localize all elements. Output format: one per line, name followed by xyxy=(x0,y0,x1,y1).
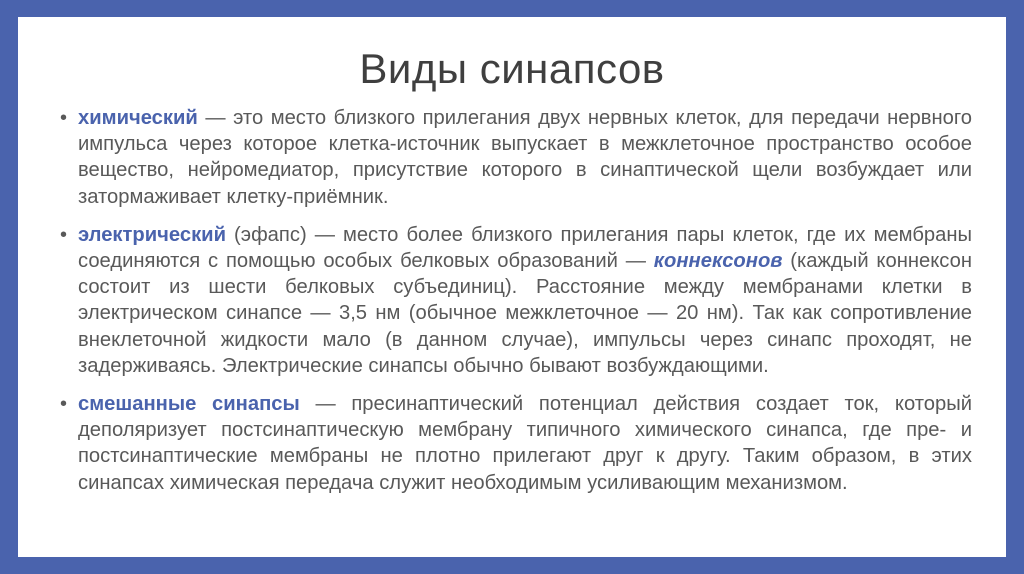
bullet-chemical xyxy=(60,105,972,210)
term-mixed: смешанные синапсы xyxy=(78,393,300,416)
definition-electrical-part1: (эфапс) — место более близкого прилегания пары клеток, где их мембраны соединяются с помощью особых белковых образований — xyxy=(78,223,972,273)
bullet-electrical xyxy=(60,222,972,379)
slide xyxy=(18,17,1006,557)
bullet-dot-icon: • xyxy=(60,223,68,246)
term-electrical: электрический xyxy=(78,223,226,246)
bullet-dot-icon: • xyxy=(60,393,68,416)
definition-electrical-part2: (каждый коннексон состоит из шести белковых субъединиц). Расстояние между мембранами клетки в электрическом синапсе — 3,5 нм (обычное межклеточное — 20 нм). Так как сопротивление внеклеточной жидкости мало (в данном случае), импульсы через синапс проходят, не задерживаясь. Электрические синапсы обычно бывают возбуждающими. xyxy=(78,250,972,377)
term-chemical: химический xyxy=(78,107,198,129)
definition-chemical: — это место близкого прилегания двух нервных клеток, для передачи нервного импульса через которое клетка-источник выпускает в межклеточное пространство особое вещество, нейромедиатор, присутствие которого в синаптической щели возбуждает или затормаживает клетку-приёмник. xyxy=(78,107,972,208)
slide-title: Виды синапсов xyxy=(359,45,665,92)
term-connexons: коннексонов xyxy=(653,250,783,273)
bullet-mixed xyxy=(60,391,972,496)
bullet-dot-icon: • xyxy=(60,107,68,129)
definition-mixed: — пресинаптический потенциал действия создает ток, который деполяризует постсинаптическую мембрану типичного химического синапса, где пре- и постсинаптические мембраны не плотно прилегают друг к другу. Таким образом, в этих синапсах химическая передача служит необходимым усиливающим механизмом. xyxy=(78,393,972,494)
bullet-list xyxy=(60,105,972,508)
